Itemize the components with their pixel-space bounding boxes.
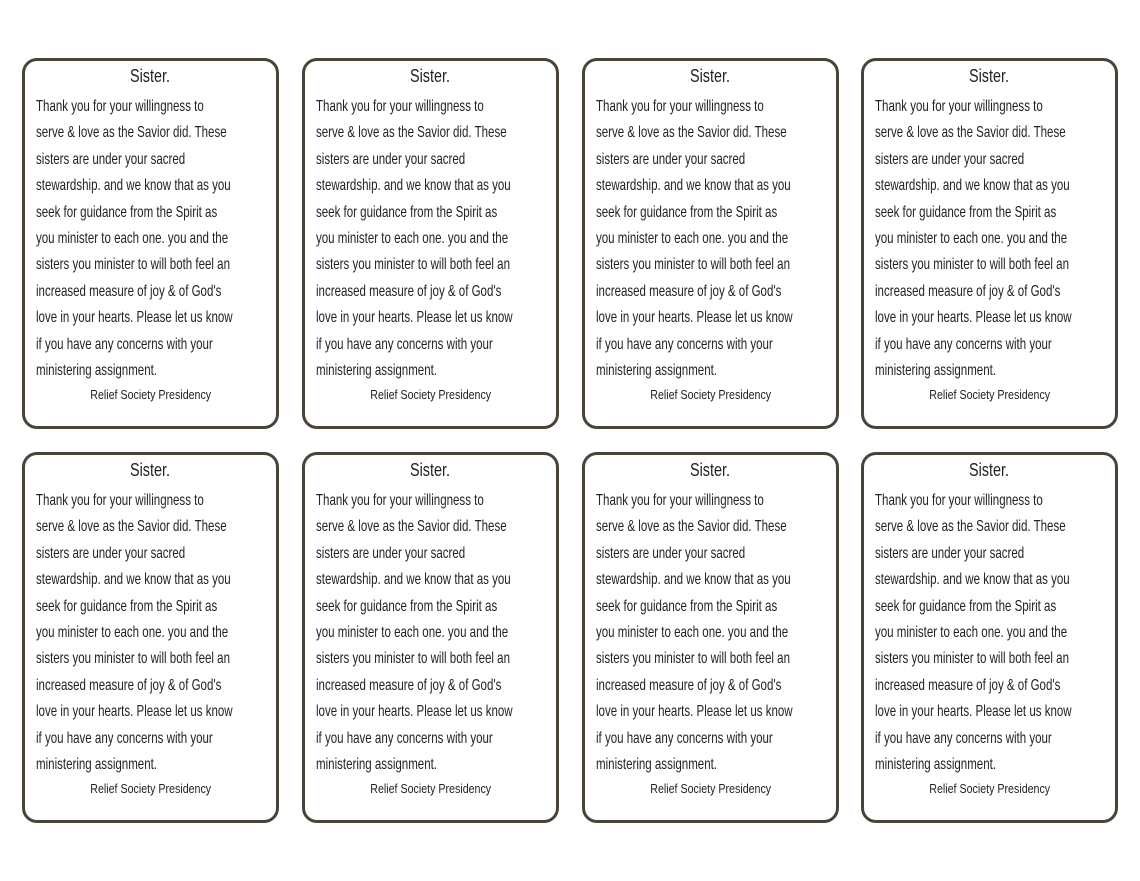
message-line: seek for guidance from the Spirit as	[875, 203, 1057, 221]
message-line: you minister to each one. you and the	[36, 230, 229, 248]
message-line: sisters you minister to will both feel an	[875, 650, 1070, 668]
card-title	[864, 460, 1115, 481]
card-signature	[305, 387, 556, 402]
message-line: love in your hearts. Please let us know	[875, 703, 1072, 721]
message-line: seek for guidance from the Spirit as	[596, 597, 778, 615]
message-line: ministering assignment.	[36, 362, 158, 380]
message-line: sisters are under your sacred	[596, 150, 746, 168]
message-line: serve & love as the Savior did. These	[596, 124, 787, 142]
message-line: stewardship. and we know that as you	[316, 177, 511, 195]
message-line: sisters are under your sacred	[316, 150, 466, 168]
message-line: you minister to each one. you and the	[596, 230, 789, 248]
message-line: ministering assignment.	[596, 362, 718, 380]
message-line: stewardship. and we know that as you	[875, 571, 1070, 589]
card-message	[875, 488, 1140, 778]
message-line: stewardship. and we know that as you	[596, 177, 791, 195]
message-line: sisters you minister to will both feel an	[36, 256, 231, 274]
card-title	[585, 66, 836, 87]
ministering-card	[861, 452, 1118, 823]
card-message	[36, 94, 309, 384]
message-line: sisters are under your sacred	[36, 544, 186, 562]
card-message	[596, 94, 869, 384]
signature-text: Relief Society Presidency	[370, 387, 491, 402]
message-line: Thank you for your willingness to	[316, 98, 484, 115]
message-line: increased measure of joy & of God's	[875, 282, 1061, 300]
card-signature	[585, 387, 836, 402]
message-line: sisters are under your sacred	[875, 150, 1025, 168]
message-line: stewardship. and we know that as you	[36, 571, 231, 589]
message-line: if you have any concerns with your	[36, 335, 213, 353]
message-line: sisters are under your sacred	[36, 150, 186, 168]
message-line: serve & love as the Savior did. These	[596, 518, 787, 536]
message-line: love in your hearts. Please let us know	[316, 309, 513, 327]
message-line: increased measure of joy & of God's	[316, 282, 502, 300]
message-line: Thank you for your willingness to	[36, 492, 204, 509]
message-line: love in your hearts. Please let us know	[596, 703, 793, 721]
card-title	[25, 66, 276, 87]
signature-text: Relief Society Presidency	[650, 781, 771, 796]
message-line: increased measure of joy & of God's	[316, 676, 502, 694]
card-title-text: Sister.	[410, 66, 451, 86]
message-line: seek for guidance from the Spirit as	[36, 203, 218, 221]
card-message	[875, 94, 1140, 384]
message-line: if you have any concerns with your	[875, 335, 1052, 353]
message-line: you minister to each one. you and the	[36, 624, 229, 642]
card-signature	[25, 387, 276, 402]
message-line: sisters are under your sacred	[875, 544, 1025, 562]
message-line: ministering assignment.	[36, 756, 158, 774]
card-title	[305, 66, 556, 87]
card-title-text: Sister.	[130, 460, 171, 480]
card-title	[585, 460, 836, 481]
message-line: sisters are under your sacred	[316, 544, 466, 562]
ministering-card	[302, 452, 559, 823]
card-signature	[25, 781, 276, 796]
message-line: serve & love as the Savior did. These	[875, 518, 1066, 536]
message-line: love in your hearts. Please let us know	[596, 309, 793, 327]
ministering-card	[861, 58, 1118, 429]
message-line: you minister to each one. you and the	[596, 624, 789, 642]
card-title-text: Sister.	[690, 66, 731, 86]
message-line: seek for guidance from the Spirit as	[316, 203, 498, 221]
card-title	[25, 460, 276, 481]
card-message	[316, 94, 589, 384]
message-line: Thank you for your willingness to	[875, 492, 1043, 509]
card-signature	[305, 781, 556, 796]
message-line: you minister to each one. you and the	[875, 624, 1068, 642]
message-line: if you have any concerns with your	[316, 729, 493, 747]
signature-text: Relief Society Presidency	[929, 387, 1050, 402]
message-line: sisters you minister to will both feel an	[596, 256, 791, 274]
message-line: stewardship. and we know that as you	[316, 571, 511, 589]
card-message	[596, 488, 869, 778]
card-message	[36, 488, 309, 778]
signature-text: Relief Society Presidency	[929, 781, 1050, 796]
message-line: you minister to each one. you and the	[316, 230, 509, 248]
message-line: sisters you minister to will both feel an	[316, 650, 511, 668]
message-line: love in your hearts. Please let us know	[36, 703, 233, 721]
message-line: sisters are under your sacred	[596, 544, 746, 562]
message-line: love in your hearts. Please let us know	[36, 309, 233, 327]
message-line: ministering assignment.	[596, 756, 718, 774]
message-line: seek for guidance from the Spirit as	[36, 597, 218, 615]
card-signature	[864, 387, 1115, 402]
message-line: serve & love as the Savior did. These	[316, 124, 507, 142]
card-title-text: Sister.	[410, 460, 451, 480]
signature-text: Relief Society Presidency	[90, 387, 211, 402]
message-line: ministering assignment.	[316, 756, 438, 774]
message-line: increased measure of joy & of God's	[36, 282, 222, 300]
message-line: you minister to each one. you and the	[875, 230, 1068, 248]
card-title-text: Sister.	[130, 66, 171, 86]
message-line: increased measure of joy & of God's	[36, 676, 222, 694]
ministering-card	[302, 58, 559, 429]
card-title-text: Sister.	[690, 460, 731, 480]
card-title	[305, 460, 556, 481]
message-line: love in your hearts. Please let us know	[875, 309, 1072, 327]
message-line: ministering assignment.	[316, 362, 438, 380]
message-line: stewardship. and we know that as you	[36, 177, 231, 195]
message-line: sisters you minister to will both feel an	[36, 650, 231, 668]
message-line: Thank you for your willingness to	[36, 98, 204, 115]
message-line: ministering assignment.	[875, 756, 997, 774]
message-line: sisters you minister to will both feel an	[596, 650, 791, 668]
message-line: seek for guidance from the Spirit as	[875, 597, 1057, 615]
message-line: if you have any concerns with your	[36, 729, 213, 747]
message-line: stewardship. and we know that as you	[875, 177, 1070, 195]
message-line: if you have any concerns with your	[596, 729, 773, 747]
message-line: if you have any concerns with your	[316, 335, 493, 353]
signature-text: Relief Society Presidency	[650, 387, 771, 402]
message-line: increased measure of joy & of God's	[596, 282, 782, 300]
message-line: love in your hearts. Please let us know	[316, 703, 513, 721]
ministering-card	[582, 452, 839, 823]
ministering-card	[22, 58, 279, 429]
card-title-text: Sister.	[969, 66, 1010, 86]
card-title-text: Sister.	[969, 460, 1010, 480]
message-line: Thank you for your willingness to	[316, 492, 484, 509]
message-line: sisters you minister to will both feel an	[316, 256, 511, 274]
message-line: serve & love as the Savior did. These	[36, 124, 227, 142]
message-line: Thank you for your willingness to	[875, 98, 1043, 115]
message-line: increased measure of joy & of God's	[596, 676, 782, 694]
message-line: seek for guidance from the Spirit as	[316, 597, 498, 615]
signature-text: Relief Society Presidency	[370, 781, 491, 796]
message-line: Thank you for your willingness to	[596, 492, 764, 509]
message-line: ministering assignment.	[875, 362, 997, 380]
message-line: if you have any concerns with your	[875, 729, 1052, 747]
card-signature	[864, 781, 1115, 796]
message-line: increased measure of joy & of God's	[875, 676, 1061, 694]
message-line: stewardship. and we know that as you	[596, 571, 791, 589]
card-message	[316, 488, 589, 778]
message-line: serve & love as the Savior did. These	[875, 124, 1066, 142]
message-line: you minister to each one. you and the	[316, 624, 509, 642]
card-title	[864, 66, 1115, 87]
message-line: Thank you for your willingness to	[596, 98, 764, 115]
message-line: if you have any concerns with your	[596, 335, 773, 353]
ministering-card	[22, 452, 279, 823]
signature-text: Relief Society Presidency	[90, 781, 211, 796]
message-line: serve & love as the Savior did. These	[316, 518, 507, 536]
ministering-card	[582, 58, 839, 429]
message-line: sisters you minister to will both feel an	[875, 256, 1070, 274]
message-line: serve & love as the Savior did. These	[36, 518, 227, 536]
message-line: seek for guidance from the Spirit as	[596, 203, 778, 221]
card-signature	[585, 781, 836, 796]
